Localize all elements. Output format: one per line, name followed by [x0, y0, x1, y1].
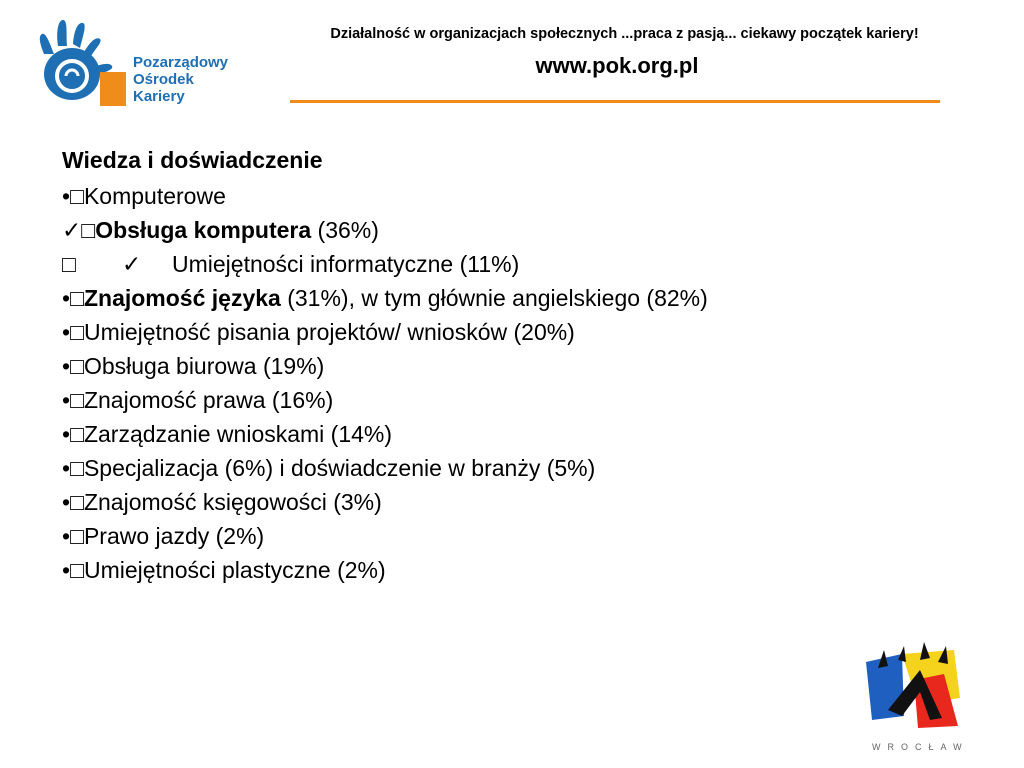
bullet-icon: • [62, 319, 71, 345]
wroclaw-logo [858, 640, 973, 755]
section-heading: Wiedza i doświadczenie [62, 147, 323, 173]
list-item: •□Komputerowe [62, 183, 226, 209]
list-item: •□Znajomość prawa (16%) [62, 387, 334, 413]
list-item: •□Prawo jazdy (2%) [62, 523, 265, 549]
bullet-icon: • [62, 455, 71, 481]
check-icon: ✓ [122, 251, 142, 277]
list-item-sub: □ ✓ Umiejętności informatyczne (11%) [62, 247, 962, 281]
list-item: •□Umiejętność pisania projektów/ wniosków (20%) [62, 319, 575, 345]
header-tagline: Działalność w organizacjach społecznych ...praca z pasją... ciekawy początek kariery! [330, 26, 919, 42]
bullet-icon: • [62, 557, 71, 583]
list-item: •□Znajomość księgowości (3%) [62, 489, 382, 515]
wroclaw-logo-icon [858, 640, 973, 740]
header-url[interactable]: www.pok.org.pl [535, 53, 699, 78]
header-divider [290, 100, 940, 103]
bullet-icon: • [62, 387, 71, 413]
bullet-icon: • [62, 183, 71, 209]
list-item: ✓□Obsługa komputera (36%) [62, 217, 379, 243]
wroclaw-label: WROCŁAW [872, 742, 969, 752]
bullet-icon: • [62, 285, 71, 311]
list-item: •□Umiejętności plastyczne (2%) [62, 557, 386, 583]
hand-logo-icon [30, 14, 140, 114]
list-item: •□Znajomość języka (31%), w tym głównie angielskiego (82%) [62, 285, 708, 311]
check-icon: ✓ [62, 217, 82, 243]
logo-line-1: Pozarządowy [133, 54, 229, 71]
content-list [62, 145, 962, 587]
list-item: •□Obsługa biurowa (19%) [62, 353, 325, 379]
bullet-icon: • [62, 421, 71, 447]
logo-line-3: Kariery [133, 88, 185, 105]
logo-line-2: Ośrodek [133, 71, 194, 88]
bullet-icon: • [62, 489, 71, 515]
list-item: •□Specjalizacja (6%) i doświadczenie w branży (5%) [62, 455, 596, 481]
bullet-icon: • [62, 353, 71, 379]
list-item: •□Zarządzanie wnioskami (14%) [62, 421, 393, 447]
bullet-icon: • [62, 523, 71, 549]
pok-logo [30, 14, 260, 114]
